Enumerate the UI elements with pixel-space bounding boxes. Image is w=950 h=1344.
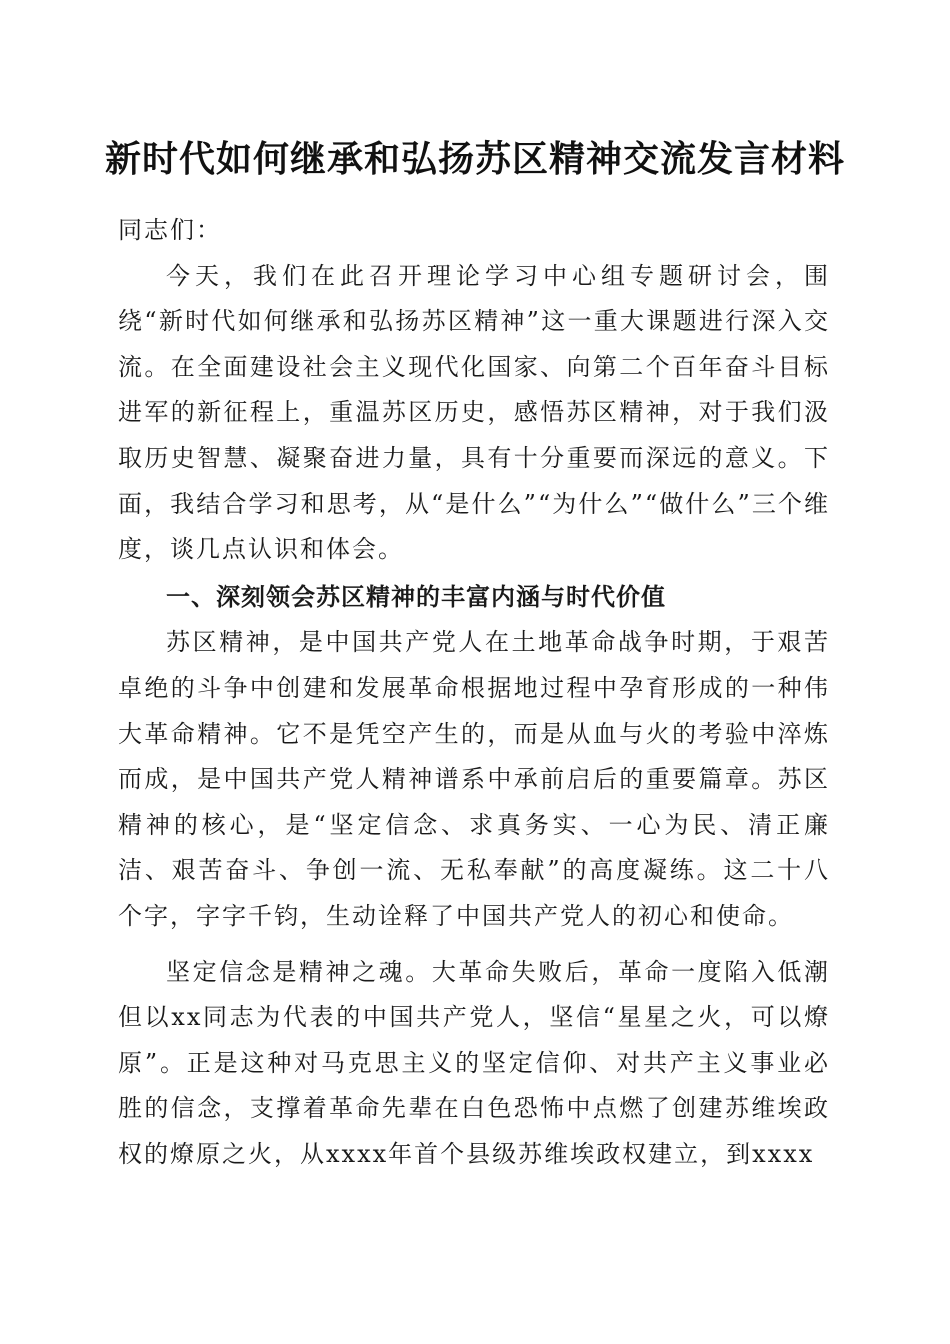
paragraph-soviet-spirit: 苏区精神，是中国共产党人在土地革命战争时期，于艰苦卓绝的斗争中创建和发展革命根据地过程中孕育形成的一种伟大革命精神。它不是凭空产生的，而是从血与火的考验中淬炼而成，是中国共产党人精神谱系中承前启后的重要篇章。苏区精神的核心，是“坚定信念、求真务实、一心为民、清正廉洁、艰苦奋斗、争创一流、无私奉献”的高度凝练。这二十八个字，字字千钧，生动诠释了中国共产党人的初心和使命。 bbox=[118, 628, 830, 930]
document-body bbox=[118, 208, 830, 1177]
salutation: 同志们： bbox=[118, 216, 222, 244]
paragraph-firm-belief: 坚定信念是精神之魂。大革命失败后，革命一度陷入低潮但以xx同志为代表的中国共产党人，坚信“星星之火，可以燎原”。正是这种对马克思主义的坚定信仰、对共产主义事业必胜的信念，支撑着革命先辈在白色恐怖中点燃了创建苏维埃政权的燎原之火，从xxxx年首个县级苏维埃政权建立，到xxxx bbox=[118, 957, 830, 1168]
paragraph-intro: 今天，我们在此召开理论学习中心组专题研讨会，围绕“新时代如何继承和弘扬苏区精神”这一重大课题进行深入交流。在全面建设社会主义现代化国家、向第二个百年奋斗目标进军的新征程上，重温苏区历史，感悟苏区精神，对于我们汲取历史智慧、凝聚奋进力量，具有十分重要而深远的意义。下面，我结合学习和思考，从“是什么”“为什么”“做什么”三个维度，谈几点认识和体会。 bbox=[118, 261, 830, 564]
document-title: 新时代如何继承和弘扬苏区精神交流发言材料 bbox=[104, 138, 845, 180]
section-heading-1: 一、深刻领会苏区精神的丰富内涵与时代价值 bbox=[166, 582, 666, 611]
